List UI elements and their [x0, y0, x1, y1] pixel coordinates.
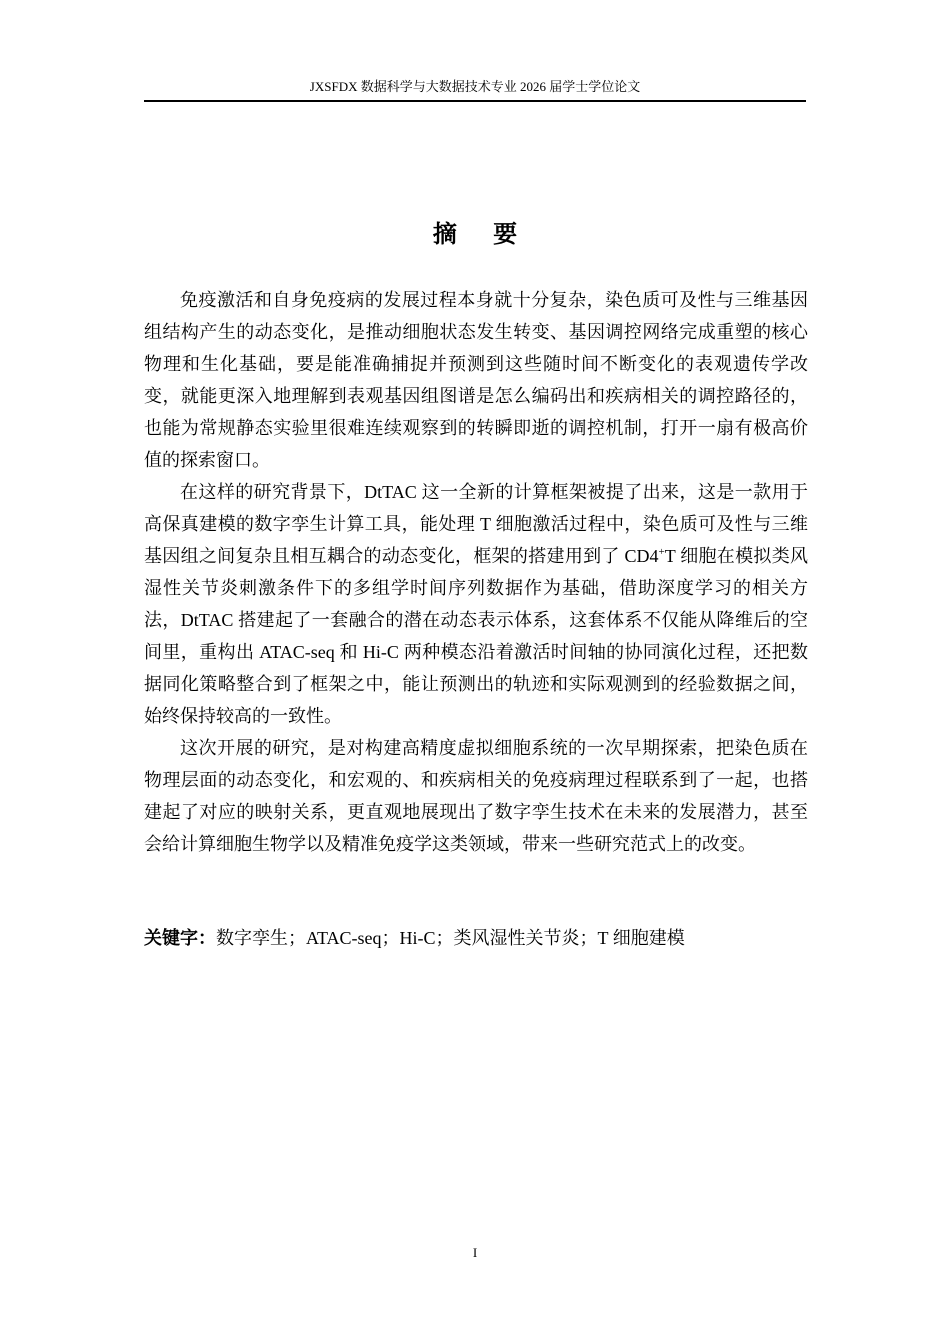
- running-header: JXSFDX 数据科学与大数据技术专业 2026 届学士学位论文: [309, 79, 641, 94]
- keywords-label: 关键字：: [144, 928, 216, 949]
- page-number: I: [472, 1245, 478, 1260]
- abstract-paragraph-2: [144, 476, 808, 732]
- abstract-title: 摘 要: [432, 220, 532, 248]
- paragraph-2-text-end: T 细胞在模拟类风湿性关节炎刺激条件下的多组学时间序列数据作为基础，借助深度学习的相关方法，DtTAC 搭建起了一套融合的潜在动态表示体系，这套体系不仅能从降维后的空间里，重构出 ATAC-seq 和 Hi-C 两种模态沿着激活时间轴的协同演化过程，还把数据同化策略整合到了框架之中，能让预测出的轨迹和实际观测到的经验数据之间，始终保持较高的一致性。: [144, 546, 808, 726]
- abstract-paragraph-3: 这次开展的研究，是对构建高精度虚拟细胞系统的一次早期探索，把染色质在物理层面的动态变化，和宏观的、和疾病相关的免疫病理过程联系到了一起，也搭建起了对应的映射关系，更直观地展现出了数字孪生技术在未来的发展潜力，甚至会给计算细胞生物学以及精准免疫学这类领域，带来一些研究范式上的改变。: [144, 738, 808, 854]
- paragraph-2-text-start: 在这样的研究背景下，DtTAC 这一全新的计算框架被提了出来，这是一款用于高保真建模的数字孪生计算工具，能处理 T 细胞激活过程中，染色质可及性与三维基因组之间复杂且相互耦合的动态变化，框架的搭建用到了 CD4: [144, 482, 808, 566]
- superscript-plus: +: [658, 546, 665, 558]
- keywords-text: 数字孪生；ATAC-seq；Hi-C；类风湿性关节炎；T 细胞建模: [216, 928, 685, 948]
- abstract-paragraph-1: 免疫激活和自身免疫病的发展过程本身就十分复杂，染色质可及性与三维基因组结构产生的动态变化，是推动细胞状态发生转变、基因调控网络完成重塑的核心物理和生化基础，要是能准确捕捉并预测到这些随时间不断变化的表观遗传学改变，就能更深入地理解到表观基因组图谱是怎么编码出和疾病相关的调控路径的，也能为常规静态实验里很难连续观察到的转瞬即逝的调控机制，打开一扇有极高价值的探索窗口。: [144, 290, 808, 470]
- header-rule: [144, 100, 806, 102]
- keywords-line: [144, 922, 808, 955]
- abstract-body: [144, 284, 808, 860]
